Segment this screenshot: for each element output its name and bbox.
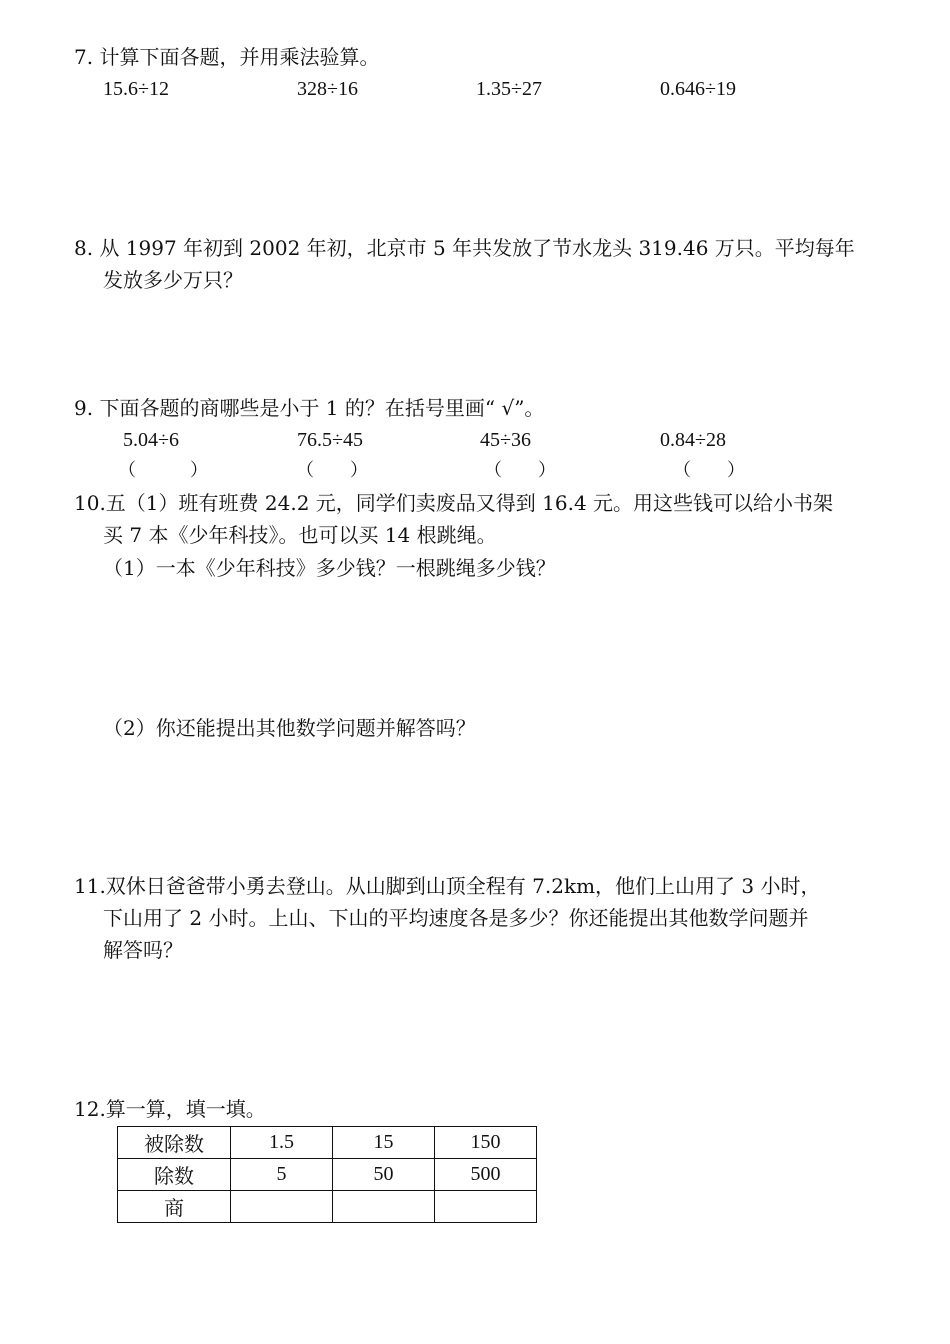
q9-item-1: 5.04÷6: [123, 429, 179, 451]
table-row-quotient: [118, 1191, 537, 1223]
table-cell: 50: [333, 1159, 435, 1191]
table-cell: 1.5: [231, 1127, 333, 1159]
q9-answer-2[interactable]: （ ）: [296, 460, 368, 481]
q10-line-2: 买 7 本《少年科技》。也可以买 14 根跳绳。: [103, 523, 497, 547]
table-cell: 500: [435, 1159, 537, 1191]
q10-sub-2: （2）你还能提出其他数学问题并解答吗？: [103, 716, 476, 740]
q9-answer-4[interactable]: （ ）: [673, 460, 745, 481]
q7-item-2: 328÷16: [297, 78, 358, 100]
q10-line-1: 10.五（1）班有班费 24.2 元，同学们卖废品又得到 16.4 元。用这些钱可以给小书架: [74, 491, 834, 515]
q9-title: 9. 下面各题的商哪些是小于 1 的？在括号里画“ √”。: [74, 396, 545, 420]
q7-item-4: 0.646÷19: [660, 78, 736, 100]
q7-item-3: 1.35÷27: [476, 78, 542, 100]
answer-cell[interactable]: [333, 1191, 435, 1223]
q12-title: 12.算一算，填一填。: [74, 1097, 266, 1121]
answer-cell[interactable]: [435, 1191, 537, 1223]
q8-line-2: 发放多少万只？: [103, 268, 243, 292]
q11-line-3: 解答吗？: [103, 938, 183, 962]
row-label-quotient: 商: [118, 1191, 231, 1223]
q10-sub-1: （1）一本《少年科技》多少钱？一根跳绳多少钱？: [103, 556, 556, 580]
row-label-dividend: 被除数: [118, 1127, 231, 1159]
q9-answer-3[interactable]: （ ）: [484, 460, 556, 481]
q9-item-4: 0.84÷28: [660, 429, 726, 451]
table-cell: 150: [435, 1127, 537, 1159]
q9-item-3: 45÷36: [480, 429, 531, 451]
table-row-dividend: [118, 1127, 537, 1159]
q7-title: 7. 计算下面各题，并用乘法验算。: [74, 45, 380, 69]
table-cell: 5: [231, 1159, 333, 1191]
table-row-divisor: [118, 1159, 537, 1191]
q9-item-2: 76.5÷45: [297, 429, 363, 451]
q11-line-1: 11.双休日爸爸带小勇去登山。从山脚到山顶全程有 7.2km，他们上山用了 3 小时，: [74, 874, 821, 898]
q8-line-1: 8. 从 1997 年初到 2002 年初，北京市 5 年共发放了节水龙头 319.46 万只。平均每年: [74, 236, 855, 260]
answer-cell[interactable]: [231, 1191, 333, 1223]
q11-line-2: 下山用了 2 小时。上山、下山的平均速度各是多少？你还能提出其他数学问题并: [103, 906, 809, 930]
division-table: [117, 1126, 537, 1223]
q7-item-1: 15.6÷12: [103, 78, 169, 100]
q9-answer-1[interactable]: （ ）: [118, 460, 208, 481]
table-cell: 15: [333, 1127, 435, 1159]
row-label-divisor: 除数: [118, 1159, 231, 1191]
